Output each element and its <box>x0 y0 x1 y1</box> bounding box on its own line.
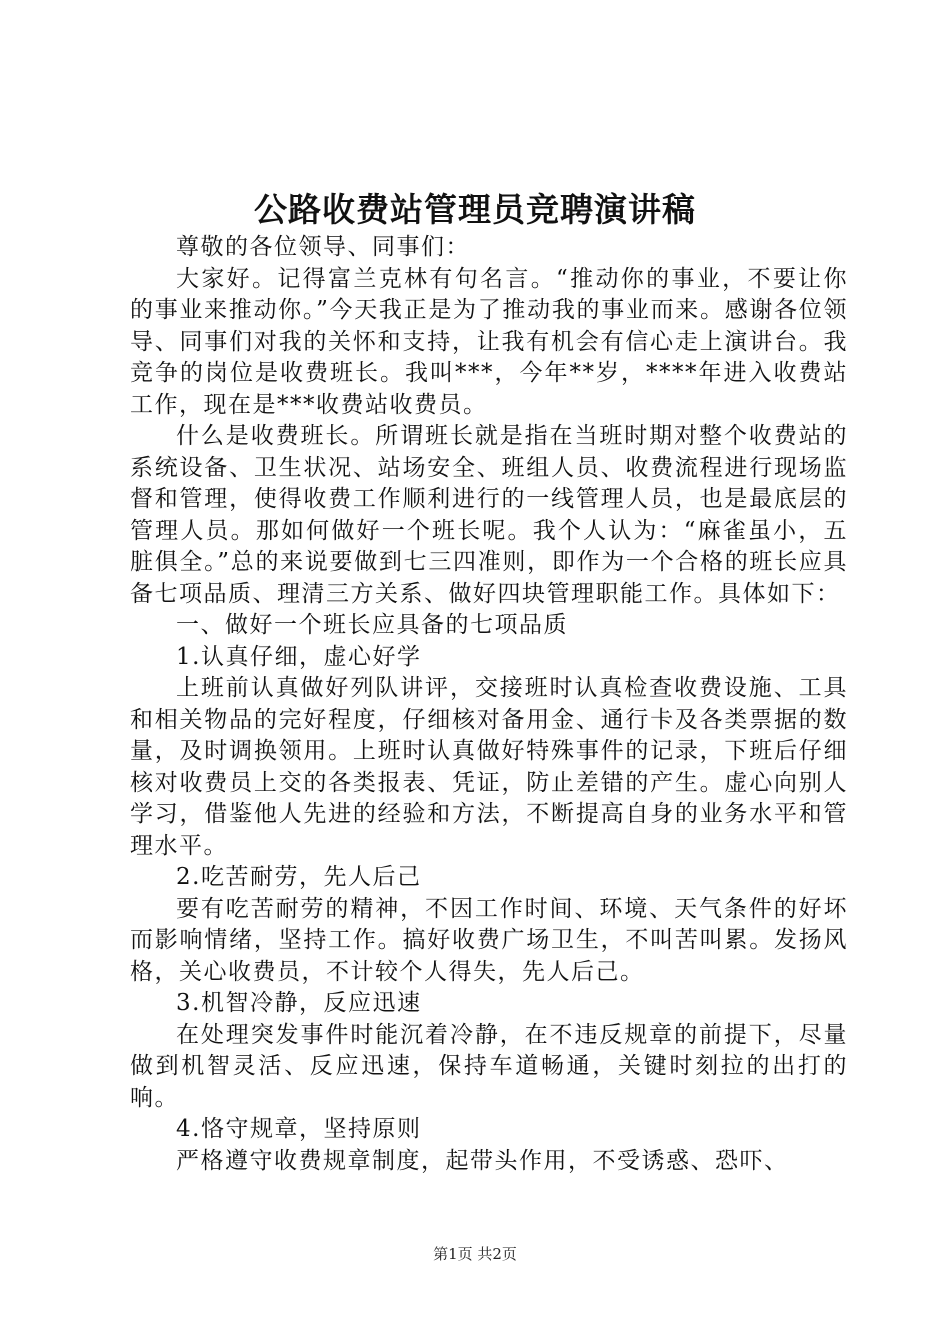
body-paragraph-3: 在处理突发事件时能沉着冷静，在不违反规章的前提下，尽量做到机智灵活、反应迅速，保持车道畅通，关键时刻拉的出打的响。 <box>130 1021 848 1111</box>
role-definition-paragraph: 什么是收费班长。所谓班长就是指在当班时期对整个收费站的系统设备、卫生状况、站场安全、班组人员、收费流程进行现场监督和管理，使得收费工作顺利进行的一线管理人员，也是最底层的管理人员。那如何做好一个班长呢。我个人认为：“麻雀虽小，五脏俱全。”总的来说要做到七三四准则，即作为一个合格的班长应具备七项品质、理清三方关系、做好四块管理职能工作。具体如下： <box>130 423 848 607</box>
salutation-paragraph: 尊敬的各位领导、同事们： <box>176 234 470 260</box>
body-paragraph-4: 严格遵守收费规章制度，起带头作用，不受诱惑、恐吓、 <box>176 1147 789 1174</box>
page-footer: 第1页 共2页 <box>433 1245 517 1263</box>
document-body <box>130 232 848 1177</box>
subheading-2: 2.吃苦耐劳，先人后己 <box>176 864 422 890</box>
body-paragraph-2: 要有吃苦耐劳的精神，不因工作时间、环境、天气条件的好坏而影响情绪，坚持工作。搞好收费广场卫生，不叫苦叫累。发扬风格，关心收费员，不计较个人得失，先人后己。 <box>130 895 848 985</box>
body-paragraph-1: 上班前认真做好列队讲评，交接班时认真检查收费设施、工具和相关物品的完好程度，仔细核对备用金、通行卡及各类票据的数量，及时调换领用。上班时认真做好特殊事件的记录，下班后仔细核对收费员上交的各类报表、凭证，防止差错的产生。虚心向别人学习，借鉴他人先进的经验和方法，不断提高自身的业务水平和管理水平。 <box>130 675 848 859</box>
subheading-1: 1.认真仔细，虚心好学 <box>176 643 422 670</box>
intro-paragraph: 大家好。记得富兰克林有句名言。“推动你的事业，不要让你的事业来推动你。”今天我正是为了推动我的事业而来。感谢各位领导、同事们对我的关怀和支持，让我有机会有信心走上演讲台。我竞争的岗位是收费班长。我叫***，今年**岁，****年进入收费站工作，现在是***收费站收费员。 <box>130 265 848 418</box>
section-heading: 一、做好一个班长应具备的七项品质 <box>176 612 568 638</box>
subheading-3: 3.机智冷静，反应迅速 <box>176 990 422 1016</box>
subheading-4: 4.恪守规章，坚持原则 <box>176 1116 422 1142</box>
document-title: 公路收费站管理员竞聘演讲稿 <box>254 190 696 229</box>
